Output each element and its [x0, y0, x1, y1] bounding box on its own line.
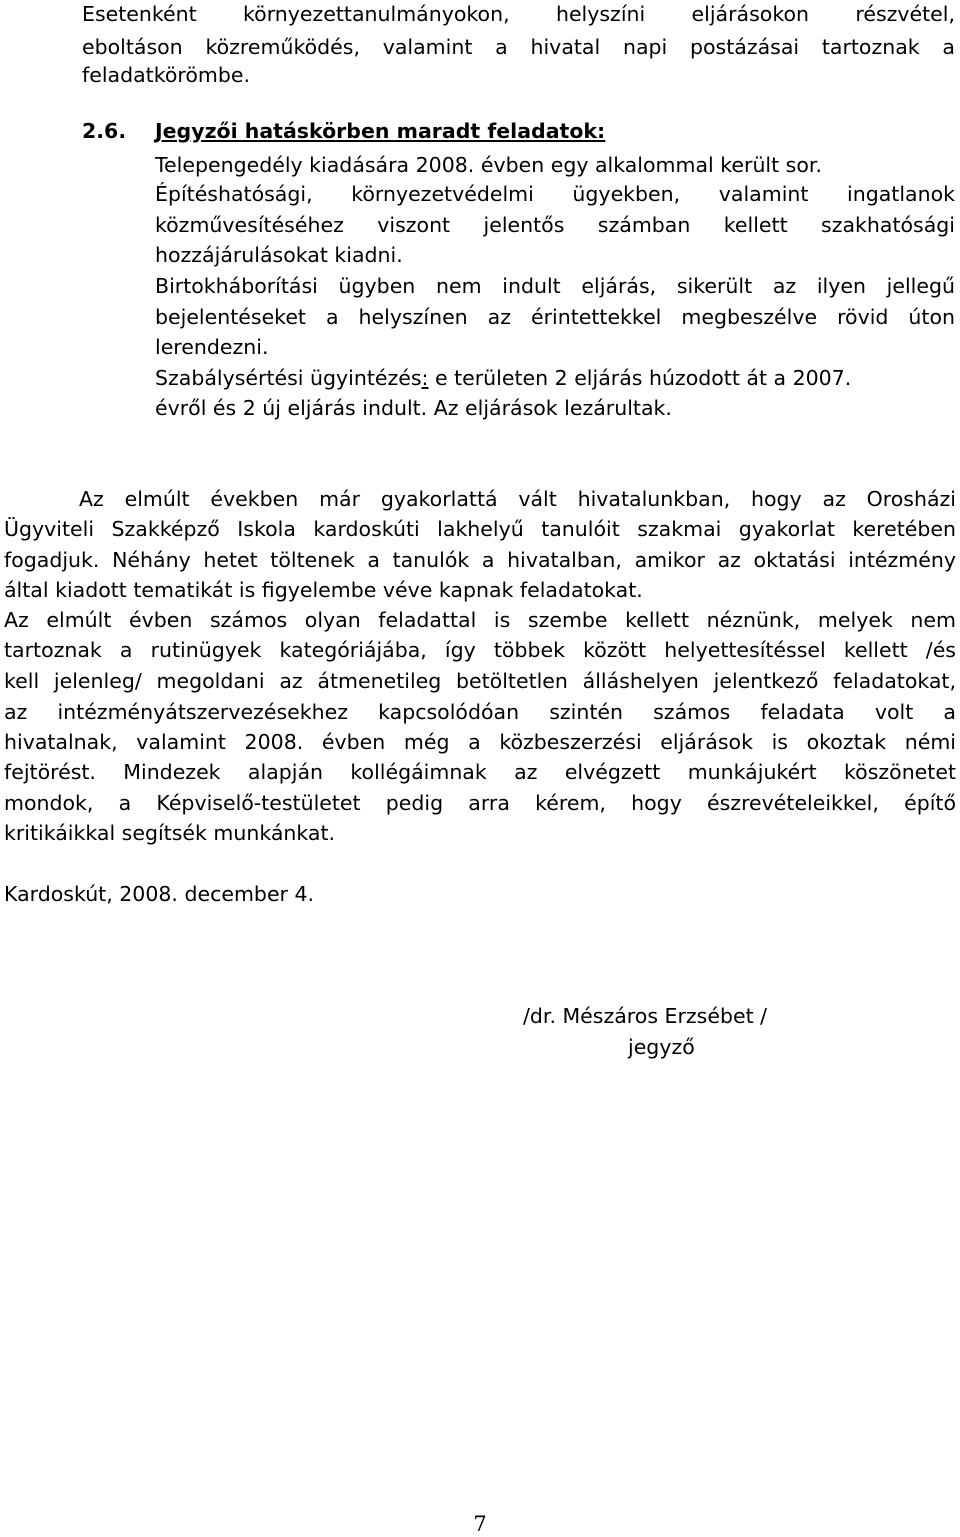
- page-number: 7: [473, 1512, 487, 1536]
- para1-line-4: által kiadott tematikát is figyelembe véve kapnak feladatokat.: [4, 578, 643, 602]
- szabalysertes-line: [155, 366, 955, 390]
- para1-line-3: fogadjuk. Néhány hetet töltenek a tanulók a hivatalban, amikor az oktatási intézmény: [4, 548, 956, 572]
- para2-line-7: mondok, a Képviselő-testületet pedig arra kérem, hogy észrevételeikkel, építő: [4, 791, 956, 815]
- section-line-7: lerendezni.: [155, 335, 269, 359]
- para2-line-4: az intézményátszervezésekhez kapcsolódóan szintén számos feladata volt a: [4, 700, 956, 724]
- place-date: Kardoskút, 2008. december 4.: [4, 882, 315, 906]
- section-number: 2.6.: [82, 119, 127, 143]
- section-last-line: évről és 2 új eljárás indult. Az eljárások lezárultak.: [155, 396, 672, 420]
- section-line-1: Telepengedély kiadására 2008. évben egy alkalommal került sor.: [155, 153, 822, 177]
- szabalysertes-label: Szabálysértési ügyintézés: [155, 366, 422, 390]
- para1-line-2: Ügyviteli Szakképző Iskola kardoskúti lakhelyű tanulóit szakmai gyakorlat keretében: [4, 517, 956, 541]
- para2-line-8: kritikáikkal segítsék munkánkat.: [4, 821, 336, 845]
- intro-line-1: Esetenként környezettanulmányokon, helyszíni eljárásokon részvétel,: [82, 2, 955, 26]
- para1-line-1: Az elmúlt években már gyakorlattá vált hivatalunkban, hogy az Orosházi: [79, 487, 956, 511]
- section-line-2: Építéshatósági, környezetvédelmi ügyekben, valamint ingatlanok: [155, 182, 955, 206]
- signature-name: /dr. Mészáros Erzsébet /: [523, 1004, 768, 1028]
- section-title: Jegyzői hatáskörben maradt feladatok:: [155, 119, 606, 143]
- para2-line-5: hivatalnak, valamint 2008. évben még a közbeszerzési eljárások is okoztak némi: [4, 730, 956, 754]
- section-line-3: közművesítéséhez viszont jelentős számban kellett szakhatósági: [155, 213, 955, 237]
- section-line-6: bejelentéseket a helyszínen az érintettekkel megbeszélve rövid úton: [155, 305, 955, 329]
- section-line-4: hozzájárulásokat kiadni.: [155, 243, 403, 267]
- szabalysertes-rest: e területen 2 eljárás húzodott át a 2007.: [428, 366, 852, 390]
- intro-line-2: eboltáson közreműködés, valamint a hivatal napi postázásai tartoznak a: [82, 35, 955, 59]
- szabalysertes-colon: :: [421, 366, 429, 390]
- para2-line-2: tartoznak a rutinügyek kategóriájába, így többek között helyettesítéssel kellett /és: [4, 638, 956, 662]
- para2-line-3: kell jelenleg/ megoldani az átmenetileg betöltetlen álláshelyen jelentkező feladatokat,: [4, 669, 956, 693]
- para2-line-1: Az elmúlt évben számos olyan feladattal is szembe kellett néznünk, melyek nem: [4, 608, 956, 632]
- intro-line-3: feladatkörömbe.: [82, 63, 251, 87]
- section-line-5: Birtokháborítási ügyben nem indult eljárás, sikerült az ilyen jellegű: [155, 274, 955, 298]
- para2-line-6: fejtörést. Mindezek alapján kollégáimnak az elvégzett munkájukért köszönetet: [4, 760, 956, 784]
- signature-title: jegyző: [628, 1035, 695, 1059]
